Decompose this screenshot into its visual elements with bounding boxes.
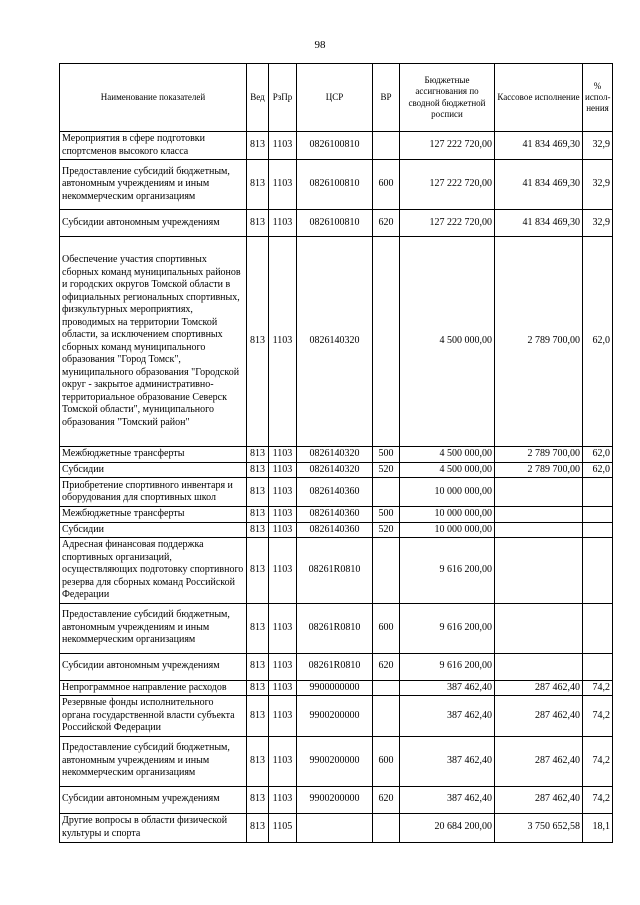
- cell-budget: 387 462,40: [400, 696, 495, 737]
- cell-cash: 287 462,40: [495, 680, 583, 696]
- cell-ved: 813: [247, 653, 269, 680]
- cell-pct: 32,9: [583, 160, 613, 210]
- cell-name: Приобретение спортивного инвентаря и оборудования для спортивных школ: [60, 478, 247, 507]
- cell-pct: [583, 653, 613, 680]
- cell-name: Межбюджетные трансферты: [60, 507, 247, 523]
- cell-csr: 0826100810: [297, 160, 373, 210]
- header-vr: ВР: [373, 64, 400, 132]
- cell-budget: 10 000 000,00: [400, 507, 495, 523]
- cell-name: Предоставление субсидий бюджетным, автономным учреждениям и иным некоммерческим организациям: [60, 160, 247, 210]
- cell-rzpr: 1103: [269, 210, 297, 237]
- cell-vr: 620: [373, 786, 400, 813]
- cell-csr: 0826140320: [297, 447, 373, 463]
- header-csr: ЦСР: [297, 64, 373, 132]
- cell-csr: 0826140320: [297, 462, 373, 478]
- cell-rzpr: 1103: [269, 522, 297, 538]
- cell-rzpr: 1103: [269, 696, 297, 737]
- cell-vr: 600: [373, 736, 400, 786]
- cell-vr: 520: [373, 522, 400, 538]
- cell-ved: 813: [247, 538, 269, 604]
- table-row: [60, 696, 613, 737]
- cell-csr: 0826140360: [297, 478, 373, 507]
- cell-name: Субсидии: [60, 462, 247, 478]
- cell-cash: [495, 522, 583, 538]
- cell-rzpr: 1103: [269, 680, 297, 696]
- cell-pct: 74,2: [583, 680, 613, 696]
- cell-csr: 0826100810: [297, 210, 373, 237]
- cell-ved: 813: [247, 478, 269, 507]
- header-pct: % испол-нения: [583, 64, 613, 132]
- table-row: [60, 538, 613, 604]
- header-row: [60, 64, 613, 132]
- cell-rzpr: 1103: [269, 132, 297, 160]
- cell-budget: 9 616 200,00: [400, 538, 495, 604]
- cell-budget: 4 500 000,00: [400, 462, 495, 478]
- cell-pct: [583, 522, 613, 538]
- cell-budget: 387 462,40: [400, 680, 495, 696]
- table-row: [60, 786, 613, 813]
- cell-vr: 600: [373, 160, 400, 210]
- cell-cash: [495, 478, 583, 507]
- table-row: [60, 653, 613, 680]
- cell-pct: 32,9: [583, 210, 613, 237]
- cell-name: Субсидии автономным учреждениям: [60, 786, 247, 813]
- cell-pct: 62,0: [583, 462, 613, 478]
- cell-rzpr: 1103: [269, 786, 297, 813]
- cell-budget: 10 000 000,00: [400, 522, 495, 538]
- table-body: [60, 132, 613, 843]
- cell-csr: 08261R0810: [297, 653, 373, 680]
- cell-pct: [583, 603, 613, 653]
- cell-csr: [297, 813, 373, 842]
- cell-csr: 0826140360: [297, 522, 373, 538]
- cell-name: Другие вопросы в области физической культуры и спорта: [60, 813, 247, 842]
- cell-rzpr: 1105: [269, 813, 297, 842]
- cell-name: Резервные фонды исполнительного органа государственной власти субъекта Российской Федерации: [60, 696, 247, 737]
- header-ved: Вед: [247, 64, 269, 132]
- cell-rzpr: 1103: [269, 538, 297, 604]
- cell-ved: 813: [247, 680, 269, 696]
- cell-ved: 813: [247, 603, 269, 653]
- cell-cash: 2 789 700,00: [495, 462, 583, 478]
- cell-vr: [373, 132, 400, 160]
- cell-csr: 9900200000: [297, 736, 373, 786]
- cell-vr: [373, 696, 400, 737]
- cell-ved: 813: [247, 736, 269, 786]
- cell-vr: 500: [373, 447, 400, 463]
- cell-ved: 813: [247, 507, 269, 523]
- cell-vr: 520: [373, 462, 400, 478]
- cell-cash: 287 462,40: [495, 786, 583, 813]
- cell-budget: 4 500 000,00: [400, 447, 495, 463]
- cell-name: Субсидии: [60, 522, 247, 538]
- cell-rzpr: 1103: [269, 160, 297, 210]
- cell-ved: 813: [247, 447, 269, 463]
- table-row: [60, 462, 613, 478]
- cell-name: Непрограммное направление расходов: [60, 680, 247, 696]
- table-row: [60, 132, 613, 160]
- cell-ved: 813: [247, 522, 269, 538]
- table-row: [60, 736, 613, 786]
- cell-ved: 813: [247, 786, 269, 813]
- cell-ved: 813: [247, 696, 269, 737]
- cell-budget: 387 462,40: [400, 736, 495, 786]
- table-row: [60, 522, 613, 538]
- table-row: [60, 680, 613, 696]
- cell-name: Субсидии автономным учреждениям: [60, 210, 247, 237]
- cell-ved: 813: [247, 132, 269, 160]
- table-row: [60, 237, 613, 447]
- cell-ved: 813: [247, 237, 269, 447]
- cell-pct: 32,9: [583, 132, 613, 160]
- cell-rzpr: 1103: [269, 736, 297, 786]
- table-row: [60, 507, 613, 523]
- cell-budget: 387 462,40: [400, 786, 495, 813]
- cell-name: Субсидии автономным учреждениям: [60, 653, 247, 680]
- cell-vr: 620: [373, 653, 400, 680]
- cell-vr: 500: [373, 507, 400, 523]
- cell-rzpr: 1103: [269, 447, 297, 463]
- cell-vr: [373, 237, 400, 447]
- cell-cash: 287 462,40: [495, 736, 583, 786]
- cell-pct: 74,2: [583, 736, 613, 786]
- cell-vr: 620: [373, 210, 400, 237]
- cell-rzpr: 1103: [269, 237, 297, 447]
- cell-budget: 127 222 720,00: [400, 132, 495, 160]
- cell-cash: [495, 538, 583, 604]
- cell-pct: 62,0: [583, 447, 613, 463]
- cell-cash: [495, 603, 583, 653]
- cell-name: Предоставление субсидий бюджетным, автономным учреждениям и иным некоммерческим организациям: [60, 736, 247, 786]
- cell-vr: [373, 478, 400, 507]
- cell-cash: 3 750 652,58: [495, 813, 583, 842]
- cell-csr: 0826140320: [297, 237, 373, 447]
- cell-ved: 813: [247, 813, 269, 842]
- cell-rzpr: 1103: [269, 462, 297, 478]
- cell-rzpr: 1103: [269, 653, 297, 680]
- cell-pct: 62,0: [583, 237, 613, 447]
- header-cash: Кассовое исполнение: [495, 64, 583, 132]
- cell-csr: 9900000000: [297, 680, 373, 696]
- cell-ved: 813: [247, 160, 269, 210]
- cell-budget: 20 684 200,00: [400, 813, 495, 842]
- cell-cash: 41 834 469,30: [495, 160, 583, 210]
- table-row: [60, 210, 613, 237]
- cell-vr: 600: [373, 603, 400, 653]
- table-row: [60, 478, 613, 507]
- table-row: [60, 813, 613, 842]
- cell-rzpr: 1103: [269, 603, 297, 653]
- cell-ved: 813: [247, 462, 269, 478]
- cell-cash: [495, 653, 583, 680]
- cell-pct: [583, 507, 613, 523]
- cell-pct: [583, 538, 613, 604]
- cell-cash: 2 789 700,00: [495, 237, 583, 447]
- cell-csr: 0826100810: [297, 132, 373, 160]
- budget-table: [59, 63, 613, 843]
- cell-csr: 0826140360: [297, 507, 373, 523]
- cell-name: Межбюджетные трансферты: [60, 447, 247, 463]
- cell-cash: [495, 507, 583, 523]
- table-row: [60, 603, 613, 653]
- cell-rzpr: 1103: [269, 507, 297, 523]
- cell-ved: 813: [247, 210, 269, 237]
- header-name: Наименование показателей: [60, 64, 247, 132]
- cell-name: Мероприятия в сфере подготовки спортсменов высокого класса: [60, 132, 247, 160]
- header-rzpr: РзПр: [269, 64, 297, 132]
- cell-csr: 9900200000: [297, 786, 373, 813]
- cell-cash: 41 834 469,30: [495, 210, 583, 237]
- cell-name: Обеспечение участия спортивных сборных команд муниципальных районов и городских округов Томской области в официальных региональных спортивных, физкультурных мероприятиях, проводимых на территории Томской области, за исключением спортивных сборных команд муниципального образования "Город Томск", муниципального образования "Городской округ - закрытое административно-территориальное образование Северск Томской области", муниципального образования "Томский район": [60, 237, 247, 447]
- cell-pct: 74,2: [583, 786, 613, 813]
- cell-cash: 41 834 469,30: [495, 132, 583, 160]
- cell-name: Адресная финансовая поддержка спортивных организаций, осуществляющих подготовку спортивного резерва для сборных команд Российской Федерации: [60, 538, 247, 604]
- cell-vr: [373, 680, 400, 696]
- table-row: [60, 160, 613, 210]
- cell-csr: 9900200000: [297, 696, 373, 737]
- cell-name: Предоставление субсидий бюджетным, автономным учреждениям и иным некоммерческим организациям: [60, 603, 247, 653]
- cell-csr: 08261R0810: [297, 538, 373, 604]
- cell-budget: 9 616 200,00: [400, 653, 495, 680]
- cell-budget: 127 222 720,00: [400, 160, 495, 210]
- cell-vr: [373, 538, 400, 604]
- table-row: [60, 447, 613, 463]
- cell-budget: 127 222 720,00: [400, 210, 495, 237]
- cell-pct: 74,2: [583, 696, 613, 737]
- cell-budget: 4 500 000,00: [400, 237, 495, 447]
- cell-cash: 287 462,40: [495, 696, 583, 737]
- cell-csr: 08261R0810: [297, 603, 373, 653]
- cell-vr: [373, 813, 400, 842]
- cell-cash: 2 789 700,00: [495, 447, 583, 463]
- cell-pct: 18,1: [583, 813, 613, 842]
- cell-budget: 10 000 000,00: [400, 478, 495, 507]
- cell-pct: [583, 478, 613, 507]
- page-number: 98: [314, 39, 326, 51]
- header-budget: Бюджетные ассигнования по сводной бюджетной росписи: [400, 64, 495, 132]
- cell-budget: 9 616 200,00: [400, 603, 495, 653]
- cell-rzpr: 1103: [269, 478, 297, 507]
